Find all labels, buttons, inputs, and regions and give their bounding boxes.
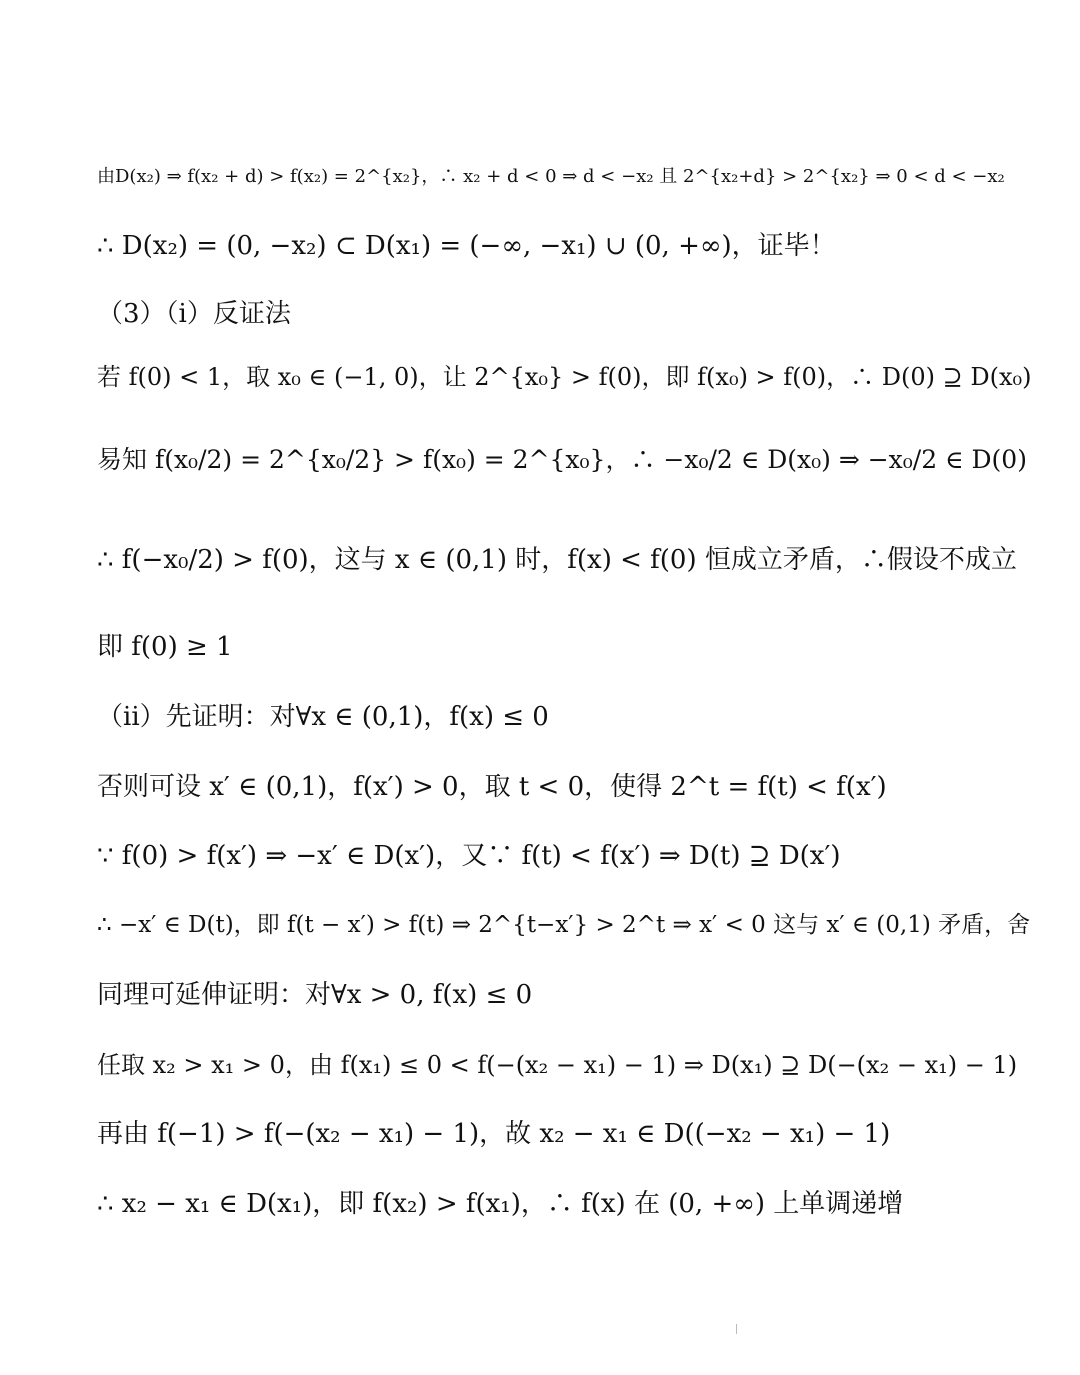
proof-line-5: 易知 f(x₀/2) = 2^{x₀/2} > f(x₀) = 2^{x₀}，∴ −x₀/2 ∈ D(x₀) ⇒ −x₀/2 ∈ D(0) [97,445,1027,474]
proof-line-6: ∴ f(−x₀/2) > f(0)，这与 x ∈ (0,1) 时，f(x) < f(0) 恒成立矛盾，∴假设不成立 [97,545,1017,575]
proof-line-11: ∴ −x′ ∈ D(t)，即 f(t − x′) > f(t) ⇒ 2^{t−x′} > 2^t ⇒ x′ < 0 这与 x′ ∈ (0,1) 矛盾，舍 [97,912,1031,938]
proof-line-14: 再由 f(−1) > f(−(x₂ − x₁) − 1)，故 x₂ − x₁ ∈ D((−x₂ − x₁) − 1) [97,1119,891,1149]
proof-line-1: 由D(x₂) ⇒ f(x₂ + d) > f(x₂) = 2^{x₂}，∴ x₂ + d < 0 ⇒ d < −x₂ 且 2^{x₂+d} > 2^{x₂} ⇒ 0 < d < −x₂ [97,166,1005,187]
proof-line-9: 否则可设 x′ ∈ (0,1)，f(x′) > 0，取 t < 0，使得 2^t = f(t) < f(x′) [97,772,887,802]
proof-line-10: ∵ f(0) > f(x′) ⇒ −x′ ∈ D(x′)，又∵ f(t) < f(x′) ⇒ D(t) ⊇ D(x′) [97,841,841,871]
proof-line-15: ∴ x₂ − x₁ ∈ D(x₁)，即 f(x₂) > f(x₁)，∴ f(x) 在 (0, +∞) 上单调递增 [97,1189,904,1219]
proof-line-8: （ii）先证明：对∀x ∈ (0,1)，f(x) ≤ 0 [97,702,549,732]
proof-line-12: 同理可延伸证明：对∀x > 0, f(x) ≤ 0 [97,980,533,1010]
proof-line-13: 任取 x₂ > x₁ > 0，由 f(x₁) ≤ 0 < f(−(x₂ − x₁) − 1) ⇒ D(x₁) ⊇ D(−(x₂ − x₁) − 1) [97,1051,1018,1079]
proof-line-4: 若 f(0) < 1，取 x₀ ∈ (−1, 0)，让 2^{x₀} > f(0)，即 f(x₀) > f(0)，∴ D(0) ⊇ D(x₀) [97,363,1032,391]
section-heading: （3）（i）反证法 [97,299,291,329]
proof-line-7: 即 f(0) ≥ 1 [97,632,233,662]
scan-mark [736,1324,737,1334]
proof-line-2: ∴ D(x₂) = (0, −x₂) ⊂ D(x₁) = (−∞, −x₁) ∪ (0, +∞)，证毕！ [97,231,836,261]
